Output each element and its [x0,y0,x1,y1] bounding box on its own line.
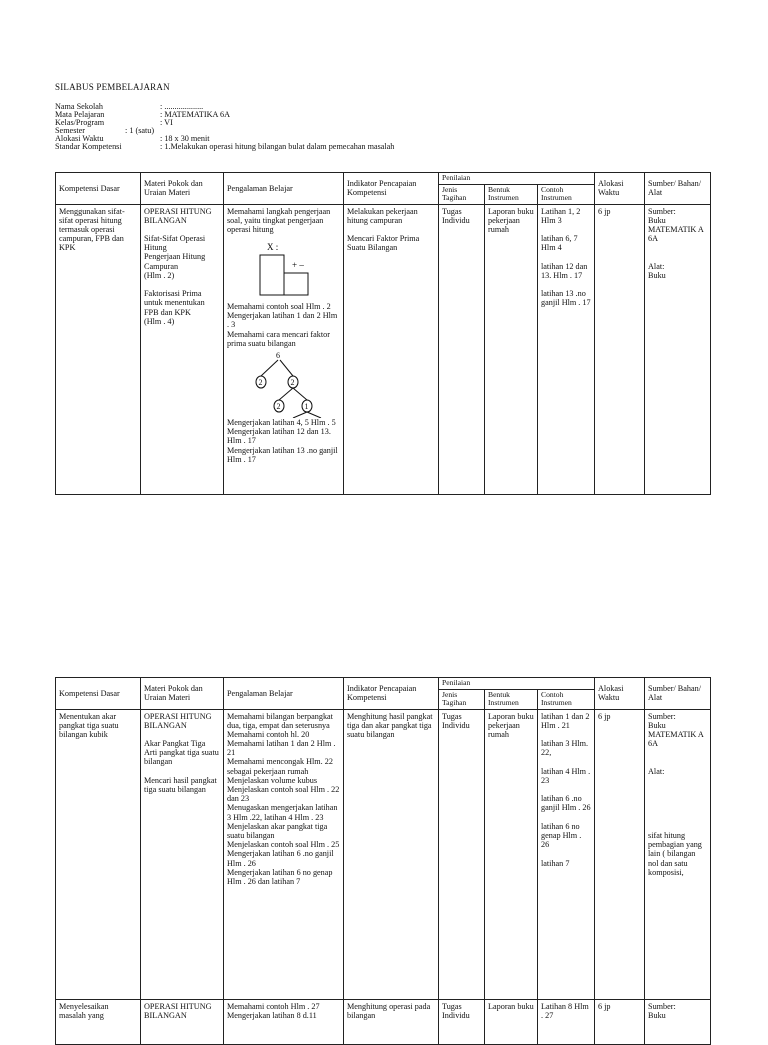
meta-value: : 1 (satu) [125,126,155,136]
tree-node-left: 2 [258,378,263,387]
meta-value: : VI [160,118,173,128]
cell-pengalaman [224,204,344,494]
cell-materi: OPERASI HITUNG BILANGAN [141,999,224,1044]
header-sumber: Sumber/ Bahan/ Alat [645,678,711,710]
header-indikator: Indikator Pencapaian Kompetensi [344,678,439,710]
cell-pengalaman: Memahami bilangan berpangkat dua, tiga, empat dan seterusnya Memahami contoh hl. 20 Memahami latihan 1 dan 2 Hlm . 21 Memahami mencongak Hlm. 22 sebagai pekerjaan rumah Menjelaskan volume kubus Menjelaskan contoh soal Hlm . 22 dan 23 Menugaskan mengerjakan latihan 3 Hlm .22, latihan 4 Hlm . 23 Menjelaskan akar pangkat tiga suatu bilangan Menjelaskan contoh soal Hlm . 25 Mengerjakan latihan 6 .no ganjil Hlm . 26 Mengerjakan latihan 6 no genap Hlm . 26 dan latihan 7 [224,709,344,999]
cell-jenis: Tugas Individu [439,204,485,494]
tree-node-lr: 1 [304,402,309,411]
header-pengalaman: Pengalaman Belajar [224,173,344,205]
cell-pengalaman: Memahami contoh Hlm . 27 Mengerjakan latihan 8 d.11 [224,999,344,1044]
cell-bentuk: Laporan buku [485,999,538,1044]
header-bentuk: Bentuk Instrumen [485,184,538,204]
header-sumber: Sumber/ Bahan/ Alat [645,173,711,205]
cell-kompetensi: Menyelesaikan masalah yang [56,999,141,1044]
meta-row-standard [55,142,715,150]
header-jenis: Jenis Tagihan [439,689,485,709]
meta-value: : 1.Melakukan operasi hitung bilangan bulat dalam pemecahan masalah [160,142,395,152]
table-row [56,999,711,1044]
meta-label: Kelas/Program [55,118,105,128]
syllabus-table-1 [55,172,711,495]
cell-indikator: Menghitung operasi pada bilangan [344,999,439,1044]
header-materi: Materi Pokok dan Uraian Materi [141,678,224,710]
cell-contoh: Latihan 8 Hlm . 27 [538,999,595,1044]
cell-alokasi: 6 jp [595,204,645,494]
meta-label: Mata Pelajaran [55,110,105,120]
syllabus-table-2 [55,677,711,1045]
header-pengalaman: Pengalaman Belajar [224,678,344,710]
document-title: SILABUS PEMBELAJARAN [55,82,170,92]
meta-value: : 18 x 30 menit [160,134,210,144]
meta-row-class [55,118,715,126]
header-kompetensi: Kompetensi Dasar [56,678,141,710]
cell-bentuk: Laporan buku pekerjaan rumah [485,204,538,494]
pengalaman-middle: Memahami contoh soal Hlm . 2 Mengerjakan latihan 1 dan 2 Hlm . 3 Memahami cara mencari faktor prima suatu bilangan [227,302,338,348]
meta-value: : MATEMATIKA 6A [160,110,231,120]
header-indikator: Indikator Pencapaian Kompetensi [344,173,439,205]
meta-label: Semester [55,126,86,136]
cell-materi: OPERASI HITUNG BILANGAN Sifat-Sifat Operasi Hitung Pengerjaan Hitung Campuran (Hlm . 2) Faktorisasi Prima untuk menentukan FPB dan KPK (Hlm . 4) [141,204,224,494]
cell-indikator: Menghitung hasil pangkat tiga dan akar pangkat tiga suatu bilangan [344,709,439,999]
table-row [56,709,711,999]
header-jenis: Jenis Tagihan [439,184,485,204]
header-penilaian: Penilaian [439,678,595,690]
table-row [56,204,711,494]
diagram-x-label: X : [267,242,279,253]
header-row [56,173,711,185]
cell-alokasi: 6 jp [595,709,645,999]
operation-order-diagram [227,240,339,298]
cell-kompetensi: Menggunakan sifat-sifat operasi hitung termasuk operasi campuran, FPB dan KPK [56,204,141,494]
meta-value: : ................... [160,102,204,111]
cell-contoh: latihan 1 dan 2 Hlm . 21 latihan 3 Hlm. 22, latihan 4 Hlm . 23 latihan 6 .no ganjil Hlm . 26 latihan 6 no genap Hlm . 26 latihan 7 [538,709,595,999]
pengalaman-intro: Memahami langkah pengerjaan soal, yaitu tingkat pengerjaan operasi hitung [227,206,331,234]
tree-node-ll: 2 [276,402,281,411]
cell-alokasi: 6 jp [595,999,645,1044]
tree-node-right: 2 [290,378,295,387]
diagram-box-tall [260,255,284,295]
syllabus-metadata [55,102,715,151]
cell-indikator: Melakukan pekerjaan hitung campuran Mencari Faktor Prima Suatu Bilangan [344,204,439,494]
pengalaman-end: Mengerjakan latihan 4, 5 Hlm . 5 Mengerjakan latihan 12 dan 13. Hlm . 17 Mengerjakan latihan 13 .no ganjil Hlm . 17 [227,418,338,464]
tree-root: 6 [276,351,280,360]
tree-branch [279,388,293,400]
factor-tree-diagram [227,350,339,418]
diagram-box-short [284,273,308,295]
header-row [56,678,711,690]
cell-materi: OPERASI HITUNG BILANGAN Akar Pangkat Tiga Arti pangkat tiga suatu bilangan Mencari hasil pangkat tiga suatu bilangan [141,709,224,999]
cell-bentuk: Laporan buku pekerjaan rumah [485,709,538,999]
cell-jenis: Tugas Individu [439,709,485,999]
cell-jenis: Tugas Individu [439,999,485,1044]
diagram-plus-minus: + – [292,260,304,271]
meta-row-semester [55,126,715,134]
meta-row-subject [55,110,715,118]
tree-branch [261,360,278,376]
header-materi: Materi Pokok dan Uraian Materi [141,173,224,205]
tree-branch [293,388,307,400]
header-contoh: Contoh Instrumen [538,184,595,204]
header-kompetensi: Kompetensi Dasar [56,173,141,205]
cell-sumber: Sumber: Buku MATEMATIK A 6A Alat: sifat hitung pembagian yang lain ( bilangan nol dan satu komposisi, [645,709,711,999]
meta-label: Alokasi Waktu [55,134,104,144]
cell-sumber: Sumber: Buku MATEMATIK A 6A Alat: Buku [645,204,711,494]
meta-label: Nama Sekolah [55,102,103,111]
header-contoh: Contoh Instrumen [538,689,595,709]
meta-row-school [55,102,715,110]
tree-branch [280,360,293,376]
meta-label: Standar Kompetensi [55,142,122,152]
cell-kompetensi: Menentukan akar pangkat tiga suatu bilangan kubik [56,709,141,999]
header-alokasi: Alokasi Waktu [595,678,645,710]
meta-row-time [55,134,715,142]
cell-sumber: Sumber: Buku [645,999,711,1044]
header-alokasi: Alokasi Waktu [595,173,645,205]
header-bentuk: Bentuk Instrumen [485,689,538,709]
cell-contoh: Latihan 1, 2 Hlm 3 latihan 6, 7 Hlm 4 latihan 12 dan 13. Hlm . 17 latihan 13 .no ganjil Hlm . 17 [538,204,595,494]
header-penilaian: Penilaian [439,173,595,185]
